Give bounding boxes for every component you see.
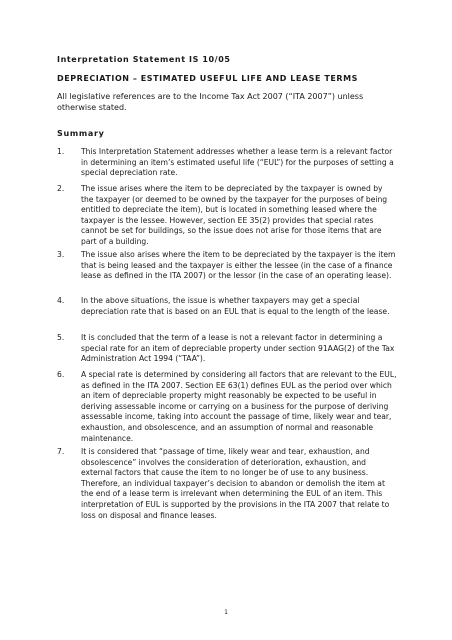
- paragraph-text: A special rate is determined by considering all factors that are relevant to the EUL, as defined in the ITA 2007. Section EE 63(1) defines EUL as the period over which an item of depreciable property might reasonably be expected to be useful in deriving assessable income or carrying on a business for the purpose of deriving assessable income, taking into account the passage of time, likely wear and tear, exhaustion, and obsolescence, and an assumption of normal and reasonable maintenance.: [81, 370, 397, 443]
- paragraph-number: 1.: [57, 147, 65, 156]
- document-title: DEPRECIATION – ESTIMATED USEFUL LIFE AND LEASE TERMS: [57, 74, 358, 83]
- paragraph-text: It is concluded that the term of a lease is not a relevant factor in determining a special rate for an item of depreciable property under section 91AAG(2) of the Tax Administration Act 1994 (“TAA”).: [81, 333, 395, 364]
- paragraph-number: 2.: [57, 184, 65, 193]
- paragraph-number: 6.: [57, 370, 65, 379]
- paragraph-number: 7.: [57, 447, 65, 456]
- summary-heading: Summary: [57, 129, 105, 138]
- paragraph-text: It is considered that “passage of time, likely wear and tear, exhaustion, and obsolescence” involves the consideration of deterioration, exhaustion, and external factors that cause the item to no longer be of use to any business. Therefore, an individual taxpayer’s decision to abandon or demolish the item at the end of a lease term is irrelevant when determining the EUL of an item. This interpretation of EUL is supported by the provisions in the ITA 2007 that relate to loss on disposal and finance leases.: [81, 447, 390, 520]
- intro-paragraph: All legislative references are to the Income Tax Act 2007 (“ITA 2007”) unless otherwise stated.: [57, 92, 364, 112]
- paragraph-text: In the above situations, the issue is whether taxpayers may get a special depreciation rate that is based on an EUL that is equal to the length of the lease.: [81, 296, 390, 316]
- paragraph-number: 5.: [57, 333, 65, 342]
- paragraph-text: The issue also arises where the item to be depreciated by the taxpayer is the item that is being leased and the taxpayer is either the lessee (in the case of a finance lease as defined in the ITA 2007) or the lessor (in the case of an operating lease).: [81, 250, 396, 281]
- paragraph-number: 4.: [57, 296, 65, 305]
- paragraph-text: This Interpretation Statement addresses whether a lease term is a relevant factor in determining an item’s estimated useful life (“EUL”) for the purposes of setting a special depreciation rate.: [81, 147, 394, 178]
- statement-id: Interpretation Statement IS 10/05: [57, 55, 231, 64]
- page-number: 1: [224, 609, 228, 616]
- paragraph-text: The issue arises where the item to be depreciated by the taxpayer is owned by the taxpayer (or deemed to be owned by the taxpayer for the purposes of being entitled to depreciate the item), but is located in something leased where the taxpayer is the lessee. However, section EE 35(2) provides that special rates cannot be set for buildings, so the issue does not arise for those items that are part of a building.: [81, 184, 388, 246]
- paragraph-number: 3.: [57, 250, 65, 259]
